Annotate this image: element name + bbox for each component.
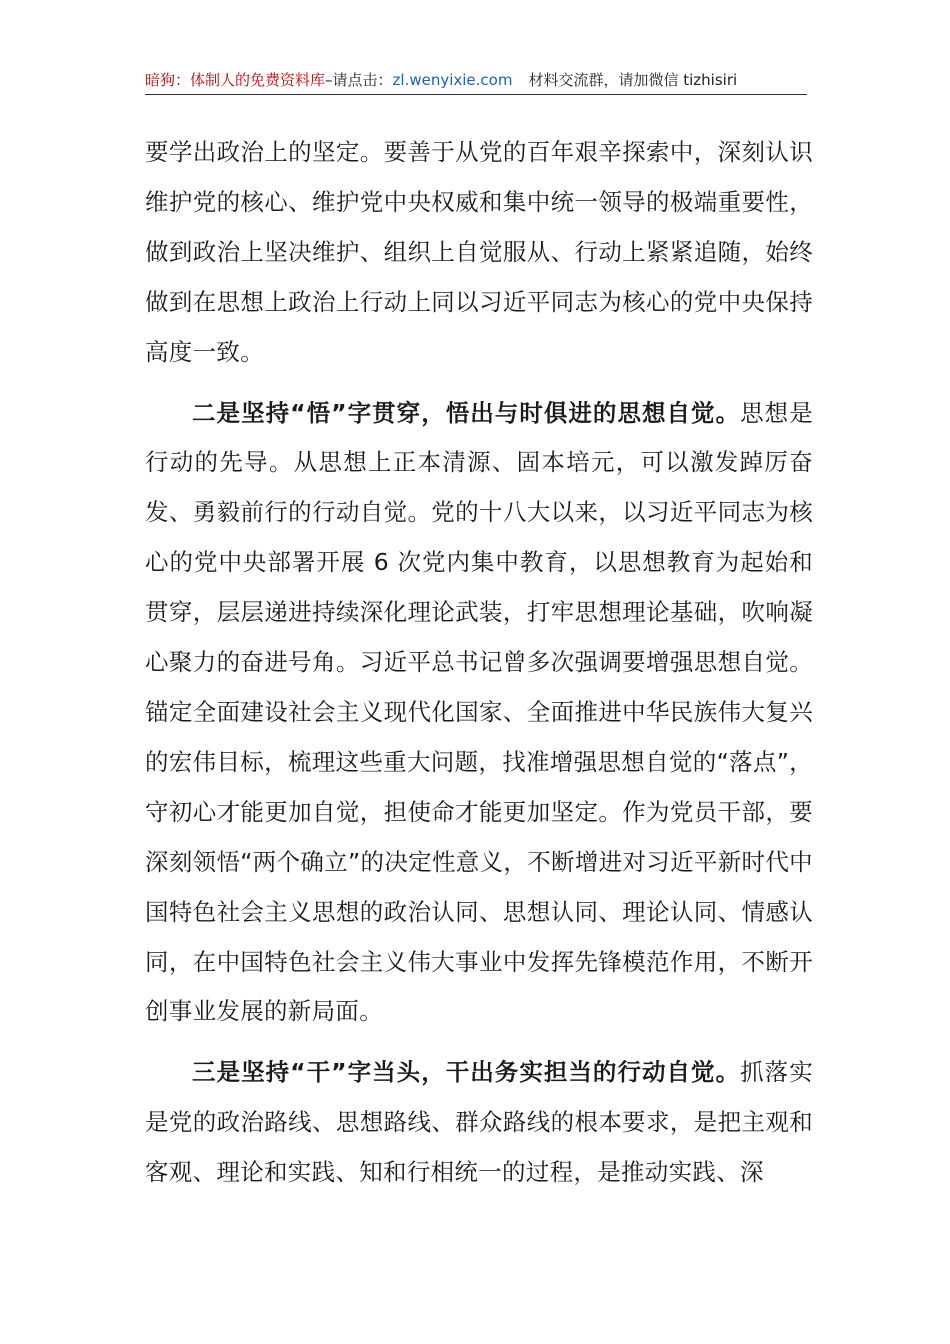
header-prompt: –请点击： (325, 71, 393, 89)
header-wechat-note: 材料交流群，请加微信 tizhisiri (528, 71, 738, 89)
paragraph-2 (145, 389, 813, 1038)
page-header (145, 68, 807, 95)
document-body (145, 128, 813, 1198)
paragraph-3 (145, 1048, 813, 1198)
header-brand: 暗狗：体制人的免费资料库 (145, 71, 326, 89)
paragraph-1 (145, 128, 813, 378)
paragraph-3-text: 抓落实是党的政治路线、思想路线、群众路线的根本要求，是把主观和客观、理论和实践、知和行相统一的过程，是推动实践、深 (145, 1058, 813, 1187)
paragraph-2-heading: 二是坚持“悟”字贯穿，悟出与时俱进的思想自觉。 (192, 398, 741, 427)
paragraph-3-heading: 三是坚持“干”字当头，干出务实担当的行动自觉。 (192, 1058, 741, 1087)
paragraph-2-text: 思想是行动的先导。从思想上正本清源、固本培元，可以激发踔厉奋发、勇毅前行的行动自觉。党的十八大以来，以习近平同志为核心的党中央部署开展 6 次党内集中教育，以思想教育为起始和贯穿，层层递进持续深化理论武装，打牢思想理论基础，吹响凝心聚力的奋进号角。习近平总书记曾多次强调要增强思想自觉。锚定全面建设社会主义现代化国家、全面推进中华民族伟大复兴的宏伟目标，梳理这些重大问题，找准增强思想自觉的“落点”，守初心才能更加自觉，担使命才能更加坚定。作为党员干部，要深刻领悟“两个确立”的决定性意义，不断增进对习近平新时代中国特色社会主义思想的政治认同、思想认同、理论认同、情感认同，在中国特色社会主义伟大事业中发挥先锋模范作用，不断开创事业发展的新局面。 (145, 398, 813, 1026)
header-site-link[interactable]: zl.wenyixie.com (392, 71, 513, 89)
paragraph-1-text: 要学出政治上的坚定。要善于从党的百年艰辛探索中，深刻认识维护党的核心、维护党中央权威和集中统一领导的极端重要性，做到政治上坚决维护、组织上自觉服从、行动上紧紧追随，始终做到在思想上政治上行动上同以习近平同志为核心的党中央保持高度一致。 (145, 138, 813, 366)
